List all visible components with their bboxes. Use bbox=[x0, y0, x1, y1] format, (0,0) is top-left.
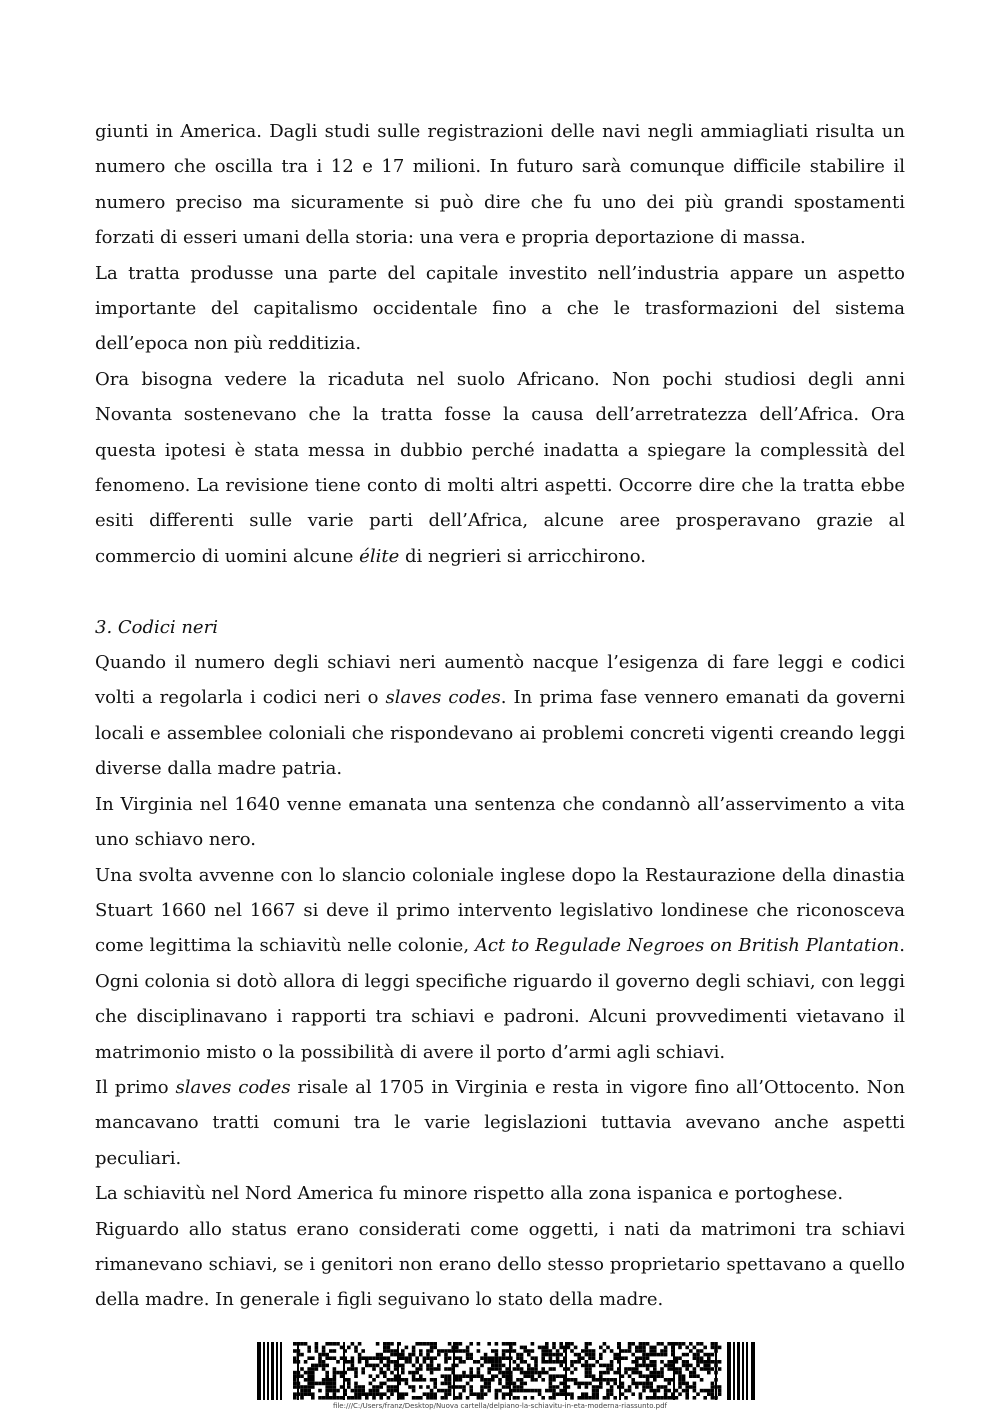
paragraph bbox=[95, 645, 905, 787]
italic-term: Act to Regulade Negroes on British Plantation bbox=[474, 935, 900, 957]
paragraph bbox=[95, 362, 905, 574]
paragraph-text: . In prima fase vennero emanati da governi locali e assemblee coloniali che rispondevano ai problemi concreti vigenti creando leggi diverse dalla madre patria. bbox=[95, 687, 905, 780]
paragraph-text: risale al 1705 in Virginia e resta in vigore fino all’Ottocento. Non mancavano tratti comuni tra le varie legislazioni tuttavia avevano anche aspetti peculiari. bbox=[95, 1076, 905, 1169]
paragraph-text: Ora bisogna vedere la ricaduta nel suolo Africano. Non pochi studiosi degli anni Novanta sostenevano che la tratta fosse la causa dell’arretratezza dell’Africa. Ora questa ipotesi è stata messa in dubbio perché inadatta a spiegare la complessità del fenomeno. La revisione tiene conto di molti altri aspetti. Occorre dire che la tratta ebbe esiti differenti sulle varie parti dell’Africa, alcune aree prosperavano grazie al commercio di uomini alcune bbox=[95, 368, 905, 567]
italic-term: slaves codes bbox=[385, 687, 501, 709]
section-heading: 3. Codici neri bbox=[95, 616, 218, 638]
blank-line bbox=[95, 574, 905, 609]
italic-term: slaves codes bbox=[175, 1076, 291, 1098]
paragraph: La schiavitù nel Nord America fu minore rispetto alla zona ispanica e portoghese. bbox=[95, 1183, 844, 1205]
barcode-image bbox=[257, 1342, 760, 1400]
document-body bbox=[95, 114, 905, 1318]
paragraph: Riguardo allo status erano considerati come oggetti, i nati da matrimoni tra schiavi rimanevano schiavi, se i genitori non erano dello stesso proprietario spettavano a quello della madre. In generale i figli seguivano lo stato della madre. bbox=[95, 1218, 905, 1311]
paragraph bbox=[95, 1070, 905, 1176]
italic-term: élite bbox=[359, 545, 400, 567]
paragraph: La tratta produsse una parte del capitale investito nell’industria appare un aspetto importante del capitalismo occidentale fino a che le trasformazioni del sistema dell’epoca non più redditizia. bbox=[95, 262, 905, 355]
paragraph-text: Una svolta avvenne con lo slancio coloniale inglese dopo la Restaurazione della dinastia Stuart 1660 nel 1667 si deve il primo intervento legislativo londinese che riconosceva come legittima la schiavitù nelle colonie, bbox=[95, 864, 905, 957]
paragraph-text: Quando il numero degli schiavi neri aumentò nacque l’esigenza di fare leggi e codici volti a regolarla i codici neri o bbox=[95, 652, 905, 709]
paragraph-text: . Ogni colonia si dotò allora di leggi specifiche riguardo il governo degli schiavi, con leggi che disciplinavano i rapporti tra schiavi e padroni. Alcuni provvedimenti vietavano il matrimonio misto o la possibilità di avere il porto d’armi agli schiavi. bbox=[95, 935, 906, 1063]
paragraph bbox=[95, 858, 905, 1070]
paragraph-text: Il primo bbox=[95, 1076, 176, 1098]
file-path-footer: file:///C:/Users/franz/Desktop/Nuova cartella/delpiano-la-schiavitu-in-eta-moderna-riassunto.pdf bbox=[332, 1402, 668, 1410]
paragraph: giunti in America. Dagli studi sulle registrazioni delle navi negli ammiagliati risulta un numero che oscilla tra i 12 e 17 milioni. In futuro sarà comunque difficile stabilire il numero preciso ma sicuramente si può dire che fu uno dei più grandi spostamenti forzati di esseri umani della storia: una vera e propria deportazione di massa. bbox=[95, 121, 905, 249]
paragraph: In Virginia nel 1640 venne emanata una sentenza che condannò all’asservimento a vita uno schiavo nero. bbox=[95, 793, 905, 851]
paragraph-text: di negrieri si arricchirono. bbox=[399, 545, 647, 567]
